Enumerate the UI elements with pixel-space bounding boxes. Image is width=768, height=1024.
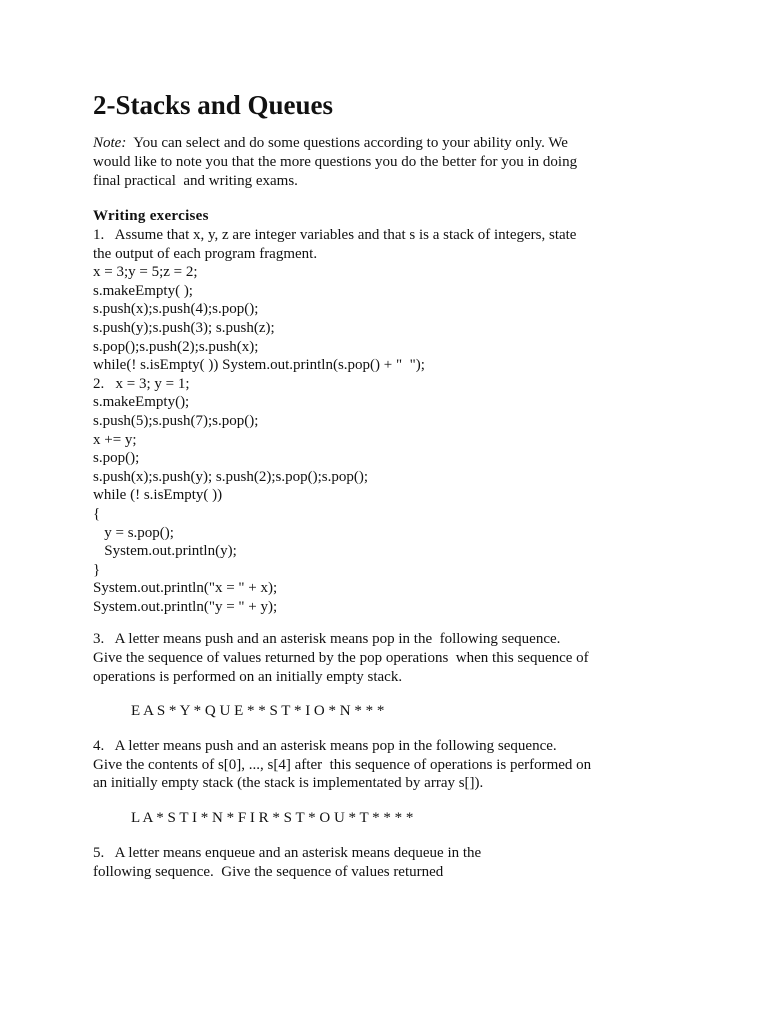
question-5 [93,844,733,881]
spacer [93,686,733,702]
question-1 [93,226,733,375]
code-line: System.out.println("x = " + x); [93,580,278,597]
code-line: s.push(x);s.push(4);s.pop(); [93,301,259,318]
code-line: s.push(y);s.push(3); s.push(z); [93,319,275,336]
q3-line-1: 3. A letter means push and an asterisk means pop in the following sequence. [93,631,561,648]
spacer [93,828,733,844]
spacer [93,616,733,630]
spacer [93,191,733,207]
question-4 [93,737,733,828]
note-line-2: would like to note you that the more questions you do the better for you in doing [93,154,578,170]
q3-sequence: E A S * Y * Q U E * * S T * I O * N * * * [131,703,385,720]
code-line: s.push(x);s.push(y); s.push(2);s.pop();s.pop(); [93,468,368,485]
q4-line-2: Give the contents of s[0], ..., s[4] after this sequence of operations is performed on [93,756,592,773]
code-line: while (! s.isEmpty( )) [93,487,223,504]
code-line: System.out.println(y); [93,543,237,560]
code-line: y = s.pop(); [93,524,174,541]
code-line: System.out.println("y = " + y); [93,598,278,615]
code-line: x = 3;y = 5;z = 2; [93,264,198,281]
code-line: 2. x = 3; y = 1; [93,375,190,392]
code-line: s.push(5);s.push(7);s.pop(); [93,412,259,429]
code-line: s.pop();s.push(2);s.push(x); [93,338,259,355]
code-line: x += y; [93,431,137,448]
question-2 [93,375,733,617]
note-line-3: final practical and writing exams. [93,173,298,189]
q3-line-3: operations is performed on an initially empty stack. [93,668,403,685]
note-label: Note: [93,135,127,151]
q5-line-1: 5. A letter means enqueue and an asterisk means dequeue in the [93,845,482,862]
note-paragraph [93,134,733,191]
code-line: s.makeEmpty( ); [93,282,193,299]
section-heading: Writing exercises [93,208,209,224]
question-3 [93,630,733,721]
q1-line-1: 1. Assume that x, y, z are integer variables and that s is a stack of integers, state [93,227,577,243]
code-line: s.makeEmpty(); [93,394,190,411]
page-title: 2-Stacks and Queues [93,90,334,120]
q4-line-1: 4. A letter means push and an asterisk means pop in the following sequence. [93,738,557,755]
code-line: while(! s.isEmpty( )) System.out.println(s.pop() + " "); [93,357,425,374]
spacer [93,721,733,737]
q3-line-2: Give the sequence of values returned by the pop operations when this sequence of [93,650,589,667]
code-line: { [93,505,101,522]
document-page [93,88,733,881]
q4-sequence: L A * S T I * N * F I R * S T * O U * T * * * * [131,810,414,827]
note-line-1: Note: You can select and do some questions according to your ability only. We [93,135,568,151]
q4-line-3: an initially empty stack (the stack is implementated by array s[]). [93,775,484,792]
q1-line-2: the output of each program fragment. [93,245,318,262]
code-line: } [93,561,101,578]
code-line: s.pop(); [93,450,140,467]
q5-line-2: following sequence. Give the sequence of values returned [93,863,444,880]
spacer [93,793,733,809]
